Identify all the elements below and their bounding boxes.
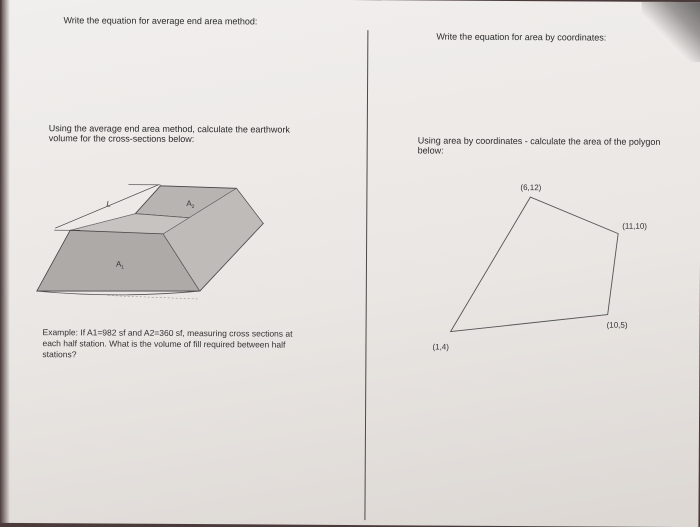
a2-label: $A_2$ (186, 199, 194, 210)
length-label: L (106, 200, 111, 209)
question-coordinates-calc: Using area by coordinates - calculate the area of the polygon below: (418, 135, 678, 157)
page-left-shadow (0, 0, 10, 525)
polygon-vertex-labels (432, 183, 647, 353)
a1-label: $A_1$ (116, 260, 124, 271)
vertex-label: (11,10) (622, 222, 647, 231)
vertex-label: (6,12) (520, 183, 541, 192)
question-avg-end-area-equation: Write the equation for average end area method: (63, 15, 273, 26)
vertex-label: (10,5) (607, 321, 628, 330)
question-area-by-coordinates-equation: Write the equation for area by coordinates: (436, 32, 666, 43)
question-avg-end-area-calc: Using the average end area method, calculate the earthwork volume for the cross-sections below: (49, 123, 309, 145)
example-problem: Example: If A1=982 sf and A2=360 sf, measuring cross sections at each half station. What is the volume of fill required between half stations? (42, 327, 312, 362)
polygon-shape (451, 197, 619, 333)
vertex-label: (1,4) (432, 343, 449, 352)
page-corner-shadow (641, 2, 700, 62)
